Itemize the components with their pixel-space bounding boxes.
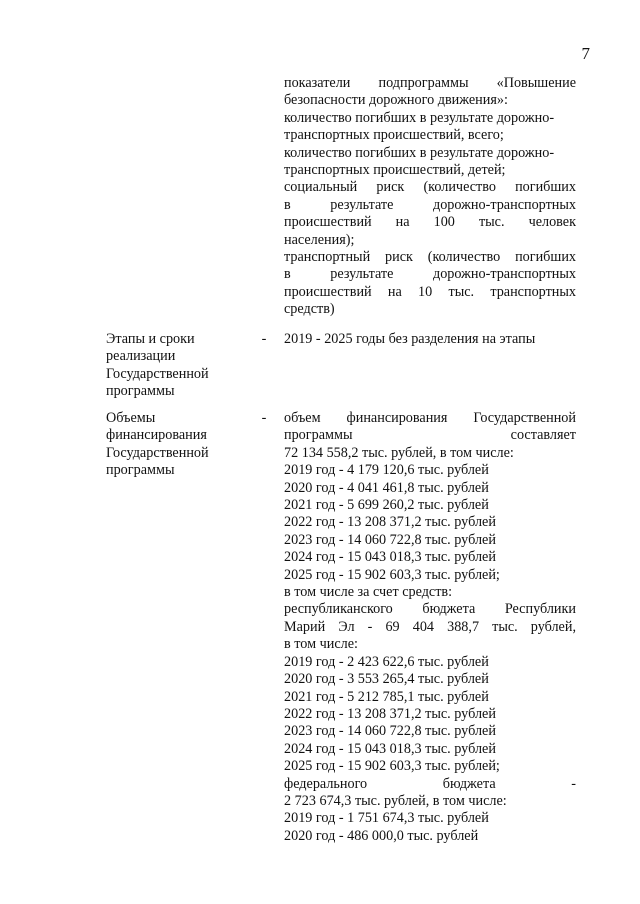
funding-dash: - xyxy=(261,410,267,426)
funding-content-line: 2019 год - 2 423 622,6 тыс. рублей xyxy=(284,653,489,670)
page-number: 7 xyxy=(581,44,590,63)
funding-content-line: 2021 год - 5 699 260,2 тыс. рублей xyxy=(284,497,489,514)
stages-dash: - xyxy=(261,331,267,347)
stages-label-line: программы xyxy=(106,383,175,400)
funding-content-line: 2025 год - 15 902 603,3 тыс. рублей; xyxy=(284,566,500,583)
stages-label-line: Этапы и сроки xyxy=(106,331,195,347)
stages-label xyxy=(106,331,246,401)
indicators-block-line: в результате дорожно-транспортных xyxy=(284,196,576,213)
indicators-block-line: транспортный риск (количество погибших xyxy=(284,249,576,266)
funding-content-line: объем финансирования Государственной xyxy=(284,410,576,426)
indicators-block xyxy=(284,75,576,319)
funding-content-line: федерального бюджета - xyxy=(284,775,576,792)
funding-content-line: 2023 год - 14 060 722,8 тыс. рублей xyxy=(284,723,496,740)
funding-content-line: 2024 год - 15 043 018,3 тыс. рублей xyxy=(284,549,496,566)
indicators-block-line: населения); xyxy=(284,231,355,248)
funding-content-line: в том числе за счет средств: xyxy=(284,584,453,601)
funding-content-line: 2019 год - 4 179 120,6 тыс. рублей xyxy=(284,462,489,479)
indicators-block-line: транспортных происшествий, всего; xyxy=(284,127,504,144)
funding-content-line: 2019 год - 1 751 674,3 тыс. рублей xyxy=(284,810,489,827)
funding-content-line: республиканского бюджета Республики xyxy=(284,601,576,618)
funding-content-line: 2020 год - 4 041 461,8 тыс. рублей xyxy=(284,479,489,496)
funding-content-line: 2025 год - 15 902 603,3 тыс. рублей; xyxy=(284,758,500,775)
funding-content-line: 2024 год - 15 043 018,3 тыс. рублей xyxy=(284,740,496,757)
funding-content-line: 2 723 674,3 тыс. рублей, в том числе: xyxy=(284,792,507,809)
funding-content-line: 2022 год - 13 208 371,2 тыс. рублей xyxy=(284,514,496,531)
funding-content-line: 2020 год - 3 553 265,4 тыс. рублей xyxy=(284,671,489,688)
indicators-block-line: средств) xyxy=(284,301,335,318)
indicators-block-line: происшествий на 10 тыс. транспортных xyxy=(284,283,576,300)
indicators-block-line: социальный риск (количество погибших xyxy=(284,179,576,196)
indicators-block-line: количество погибших в результате дорожно- xyxy=(284,109,555,126)
funding-content-line: программы составляет xyxy=(284,427,576,444)
indicators-block-line: транспортных происшествий, детей; xyxy=(284,162,506,179)
stages-label-line: Государственной xyxy=(106,365,209,382)
stages-content xyxy=(284,331,576,348)
funding-label-line: программы xyxy=(106,462,175,479)
indicators-block-line: происшествий на 100 тыс. человек xyxy=(284,214,576,231)
funding-content-line: 2021 год - 5 212 785,1 тыс. рублей xyxy=(284,688,489,705)
indicators-block-line: в результате дорожно-транспортных xyxy=(284,266,576,283)
stages-label-line: реализации xyxy=(106,348,176,365)
funding-content-line: в том числе: xyxy=(284,636,358,653)
funding-content-line: 2020 год - 486 000,0 тыс. рублей xyxy=(284,827,479,844)
funding-content-line: 72 134 558,2 тыс. рублей, в том числе: xyxy=(284,444,514,461)
funding-content xyxy=(284,410,576,845)
stages-content-line: 2019 - 2025 годы без разделения на этапы xyxy=(284,331,536,347)
funding-label-line: Государственной xyxy=(106,444,209,461)
indicators-block-line: количество погибших в результате дорожно- xyxy=(284,144,555,161)
funding-label-line: финансирования xyxy=(106,427,207,444)
funding-content-line: 2023 год - 14 060 722,8 тыс. рублей xyxy=(284,531,496,548)
indicators-block-line: безопасности дорожного движения»: xyxy=(284,92,508,109)
funding-content-line: 2022 год - 13 208 371,2 тыс. рублей xyxy=(284,705,496,722)
funding-label-line: Объемы xyxy=(106,410,156,426)
funding-content-line: Марий Эл - 69 404 388,7 тыс. рублей, xyxy=(284,618,576,635)
indicators-block-line: показатели подпрограммы «Повышение xyxy=(284,75,576,91)
funding-label xyxy=(106,410,246,480)
